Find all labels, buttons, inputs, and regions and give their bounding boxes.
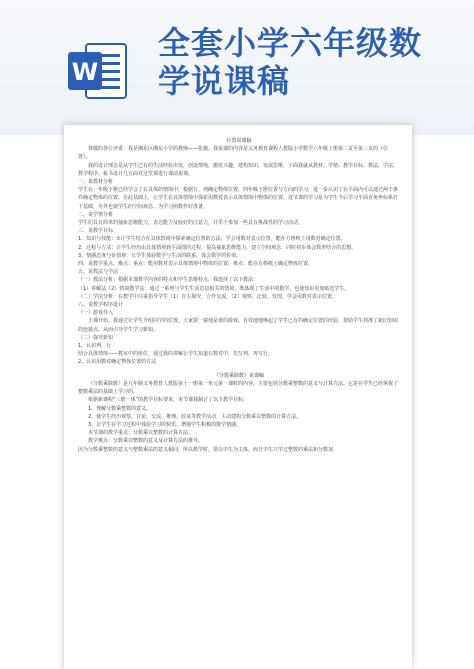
doc-line: 2、过程与方法：让学生经历由具体情境到平面图的过程，提高抽象思维能力，建立空间观念，同时初步体会数形结合的思想。 xyxy=(78,244,357,251)
doc-line: 3、情感态度与价值观：让学生体验数学与生活的联系，体会数学的价值。 xyxy=(78,252,242,259)
doc-line: 因为分数乘整数的意义与整数乘法的意义相同，所以教学时，要以学生为主体，而且学生只学过整数的乘法和分数加 xyxy=(78,446,334,453)
doc-line: 本节课的教学重点：分数乘以整数的计算方法。 xyxy=(88,430,194,437)
doc-line: 依据新课程“三维一体”的教学目标要求，本节课我制订了以下教学目标： xyxy=(88,397,249,404)
doc-line: 《分数乘除数》是九年制义务教育人教版第十一册第一单元第一课时的内容。主要包括分数乘整数的意义与计算方法。它是在学生已经掌握了整数乘法的基础上学习的。 xyxy=(78,380,399,396)
doc-line: 学生们具有简单的抽象思维能力，表达能力及较好的注意力，并乐于参加一些具有挑战性的学习活动。 xyxy=(78,220,304,227)
title-line-2: 学说课稿 xyxy=(158,62,291,100)
doc-line: 我的设计理念是从学生已有的生活经验出发，创设情境，激发兴趣，建构知识，发展思维，下面我就从教材、学情、教学目标、教法、学法、教学程序、板书设计几方面对这堂课进行课前说课。 xyxy=(78,162,399,177)
doc-line: 3、让学生在学习过程中体验学习的快乐，增强学生积极的数学情感。 xyxy=(88,421,242,428)
word-document-icon xyxy=(66,40,128,102)
doc-line: 四、说教学重点、难点：重点：能用数对表示具体情境中物体的位置。难点：能在方格纸上确定物体位置。 xyxy=(78,261,314,268)
doc-line: （二）学法分析：在教学中注重指导学生（1）自主探究，合作交流，（2）观察、比较、发现，学会用数对表示位置。 xyxy=(78,293,337,300)
doc-line: 六、说教学程序设计 xyxy=(78,302,124,309)
doc-line: （一）游戏导入 xyxy=(78,310,114,317)
document-body xyxy=(78,137,400,454)
doc-line: 结合具体情境——教室中的座位，通过我的讲解让学生知道在数对中，先写列，再写行， xyxy=(78,351,274,358)
doc-line: 1、理解分数乘整数的意义。 xyxy=(88,405,152,412)
doc-line: 1、知识与技能：①让学生结合在具体情境中探索确定位置的方法，学会用数对表示位置，能在方格纸上用数对确定位置。 xyxy=(78,236,346,243)
doc-line: 五、说教法与学法 xyxy=(78,269,119,276)
doc-line: （二）探究新知 xyxy=(78,334,114,341)
doc-subheading: 《分数乘除数》说课稿 xyxy=(213,372,264,379)
doc-line: （一）教法分析：根据本课教学内容的特点和学生思维特点，我选择了以下教法： xyxy=(78,277,259,284)
doc-heading: 位置说课稿 xyxy=(226,138,252,144)
doc-line: 尊敬的各位评委：我是湘东区湘东小学的教师——张薇。我说课的内容是义务教育课程人教版小学数学六年级上册第二页至第三页的《位置》。 xyxy=(78,146,389,161)
doc-line: 1、认识列、行 xyxy=(78,343,112,350)
doc-line: 二、说学情分析 xyxy=(78,211,114,218)
doc-line: 一、说教材分析 xyxy=(78,179,114,186)
doc-line: 2、认识用数对确定物体位置的方法 xyxy=(78,359,157,366)
doc-line: 学生在一年级下册已经学会了在具体的情境中，根据行、列确定物体位置，四年级下册位置与方向的学习，进一步认识了在平面内可以通过两个条件确定物体的位置。在此基础上，让学生在具体情境中探索用数对表示具体情境中物体的位置。这节课的学习是为学生今后学习平面直角坐标系打下基础，另外也使学生的空间观念，为学习函数作好准备。 xyxy=(78,187,399,210)
doc-line: 上课开始，我通过让学生介绍同学的位置，大家猜一猜他是谁的游戏，有效地地唤起了学生已有的确定位置的经验，帮助学生找准了新旧知识的连接点，从而引导学生学习新知。 xyxy=(78,318,399,333)
document-title xyxy=(158,24,458,100)
svg-text:W: W xyxy=(71,58,99,86)
doc-line: 2、使学生经历观察、讨论、交流、推理、验证等教学活动，主动建构分数乘以整数的计算方法。 xyxy=(88,413,302,420)
doc-line: 三、说教学目标 xyxy=(78,228,114,235)
doc-line: 教学难点：分数乘以整数的意义及计算方法的推导。 xyxy=(88,438,204,445)
document-page xyxy=(64,125,412,669)
title-line-1: 全套小学六年级数 xyxy=(158,24,423,62)
doc-line: （1）讲解法（2）情境教学法：通过一系列与学生生活息息相关的情境，既体现了生活中的数学，也使知识更加贴近学生。 xyxy=(78,285,350,292)
